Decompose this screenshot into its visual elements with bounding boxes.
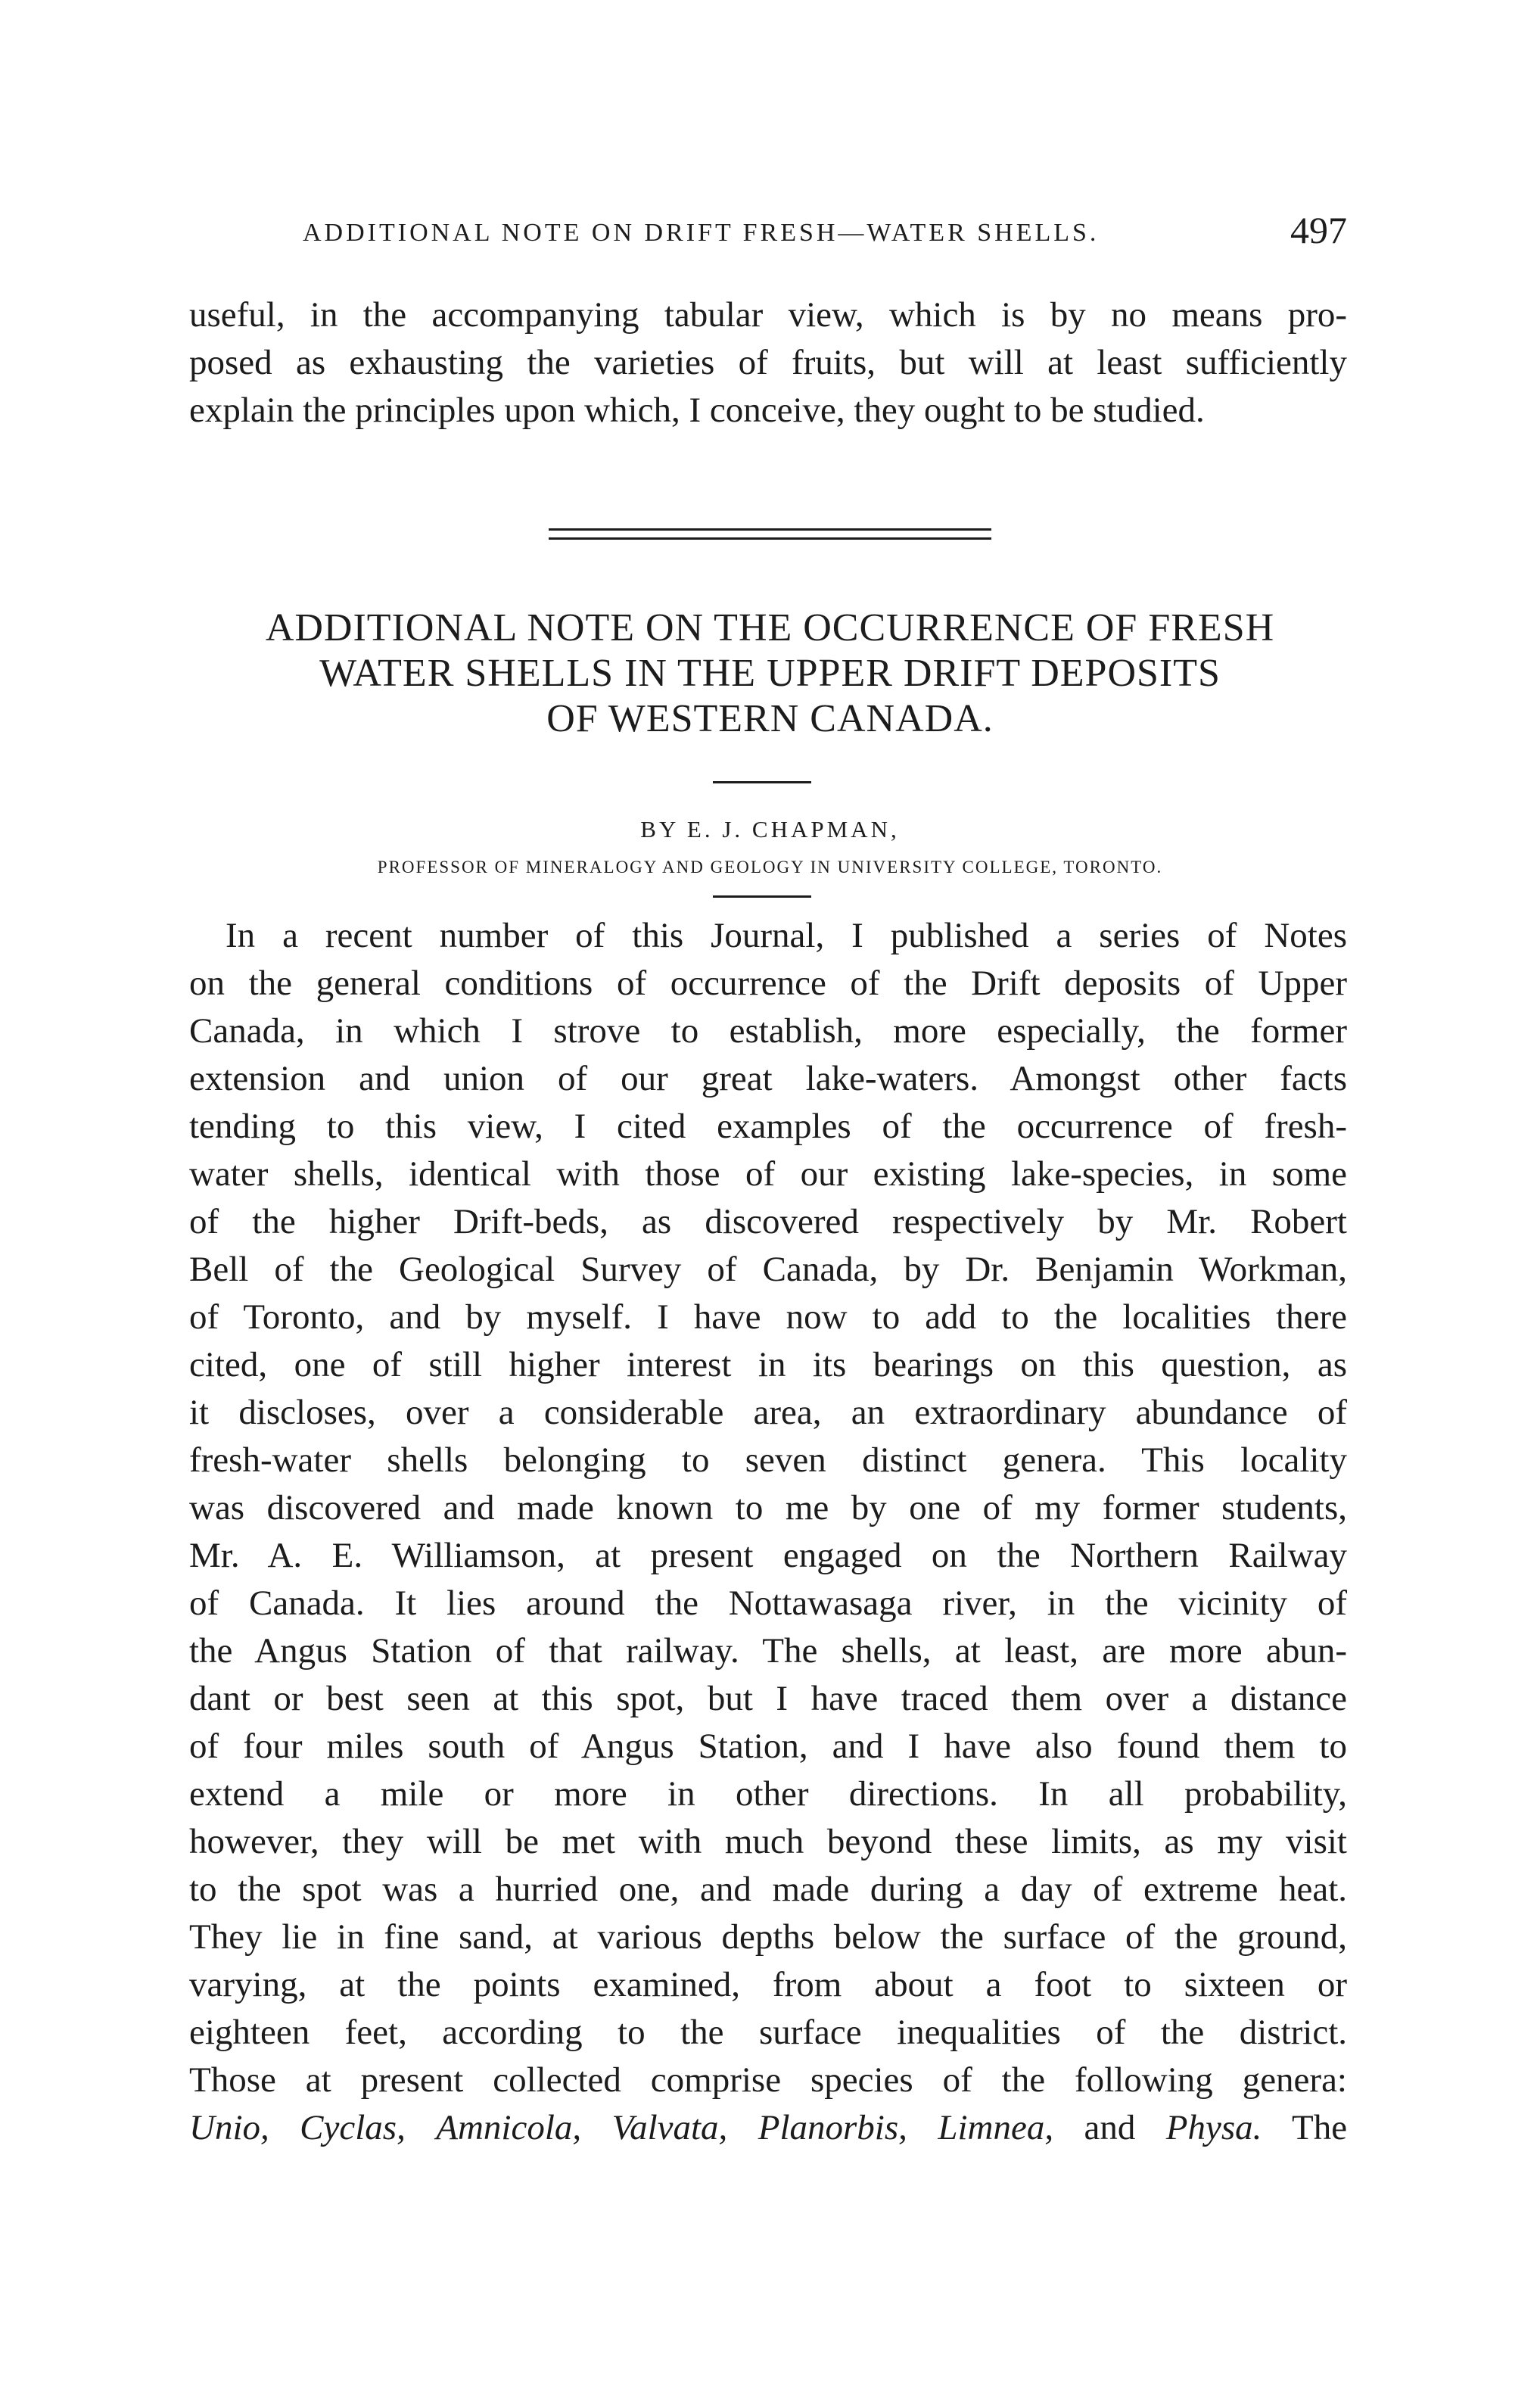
trailing-word: The [1292, 2108, 1348, 2147]
body-line: on the general conditions of occurrence of the Drift deposits of Upper [189, 964, 1347, 1003]
author-byline: BY E. J. CHAPMAN, [640, 816, 900, 842]
genus-name: Amnicola, [436, 2108, 582, 2147]
body-line: water shells, identical with those of our existing lake-species, in some [189, 1154, 1347, 1194]
body-line: to the spot was a hurried one, and made during a day of extreme heat. [189, 1870, 1347, 1909]
running-title: ADDITIONAL NOTE ON DRIFT FRESH—WATER SHELLS. [303, 219, 1100, 247]
body-line: varying, at the points examined, from about a foot to sixteen or [189, 1965, 1347, 2004]
body-line: fresh-water shells belonging to seven distinct genera. This locality [189, 1440, 1347, 1480]
body-line: Bell of the Geological Survey of Canada, by Dr. Benjamin Workman, [189, 1250, 1347, 1289]
body-line: of Canada. It lies around the Nottawasaga river, in the vicinity of [189, 1583, 1347, 1623]
genus-name: Valvata, [611, 2108, 728, 2147]
previous-article-ending [189, 291, 1347, 434]
body-line: In a recent number of this Journal, I published a series of Notes [226, 916, 1347, 955]
body-line: the Angus Station of that railway. The shells, at least, are more abun- [189, 1631, 1347, 1671]
body-line: of four miles south of Angus Station, and I have also found them to [189, 1727, 1347, 1766]
body-line: dant or best seen at this spot, but I have traced them over a distance [189, 1679, 1347, 1718]
article-body [189, 912, 1347, 2152]
article-title [151, 606, 1389, 742]
genera-line [189, 2104, 1347, 2152]
page-number: 497 [1290, 209, 1347, 251]
body-line: Those at present collected comprise species of the following genera: [189, 2060, 1347, 2100]
body-line: was discovered and made known to me by one of my former students, [189, 1488, 1347, 1527]
paragraph-line: uѕeful, in the accompanying tabular view, which is by no means pro- [189, 295, 1347, 335]
body-line: it discloses, over a considerable area, an extraordinary abundance of [189, 1393, 1347, 1432]
body-line: however, they will be met with much beyond these limits, as my visit [189, 1822, 1347, 1861]
body-line: of the higher Drift-beds, as discovered respectively by Mr. Robert [189, 1202, 1347, 1241]
body-line: cited, one of still higher interest in its bearings on this question, as [189, 1345, 1347, 1384]
author-affiliation: PROFESSOR OF MINERALOGY AND GEOLOGY IN UNIVERSITY COLLEGE, TORONTO. [377, 858, 1163, 877]
paragraph-line: posed as exhausting the varieties of fruits, but will at least sufficiently [189, 343, 1347, 382]
title-line: OF WESTERN CANADA. [546, 697, 994, 740]
conjunction: and [1084, 2108, 1136, 2147]
body-line: extend a mile or more in other directions. In all probability, [189, 1774, 1347, 1814]
body-line: eighteen feet, according to the surface inequalities of the district. [189, 2013, 1347, 2052]
section-divider [549, 528, 991, 540]
genus-name: Cyclas, [300, 2108, 406, 2147]
paragraph-line: explain the principles upon which, I conceive, they ought to be studied. [189, 391, 1205, 430]
body-line: They lie in fine sand, at various depths below the surface of the ground, [189, 1917, 1347, 1957]
body-line: Canada, in which I strove to establish, more especially, the former [189, 1011, 1347, 1051]
body-line: of Toronto, and by myself. I have now to add to the localities there [189, 1297, 1347, 1337]
title-rule [713, 781, 811, 783]
genus-name: Limnea, [938, 2108, 1054, 2147]
byline-rule [713, 895, 811, 898]
body-line: tending to this view, I cited examples of the occurrence of fresh- [189, 1107, 1347, 1146]
running-head [303, 208, 1347, 261]
title-line: WATER SHELLS IN THE UPPER DRIFT DEPOSITS [319, 652, 1221, 695]
body-line: extension and union of our great lake-waters. Amongst other facts [189, 1059, 1347, 1098]
genus-name: Unio, [189, 2108, 269, 2147]
genus-name: Planorbis, [758, 2108, 907, 2147]
body-line: Mr. A. E. Williamson, at present engaged on the Northern Railway [189, 1536, 1347, 1575]
genus-name: Physa. [1165, 2108, 1262, 2147]
title-line: ADDITIONAL NOTE ON THE OCCURRENCE OF FRESH [265, 606, 1275, 649]
